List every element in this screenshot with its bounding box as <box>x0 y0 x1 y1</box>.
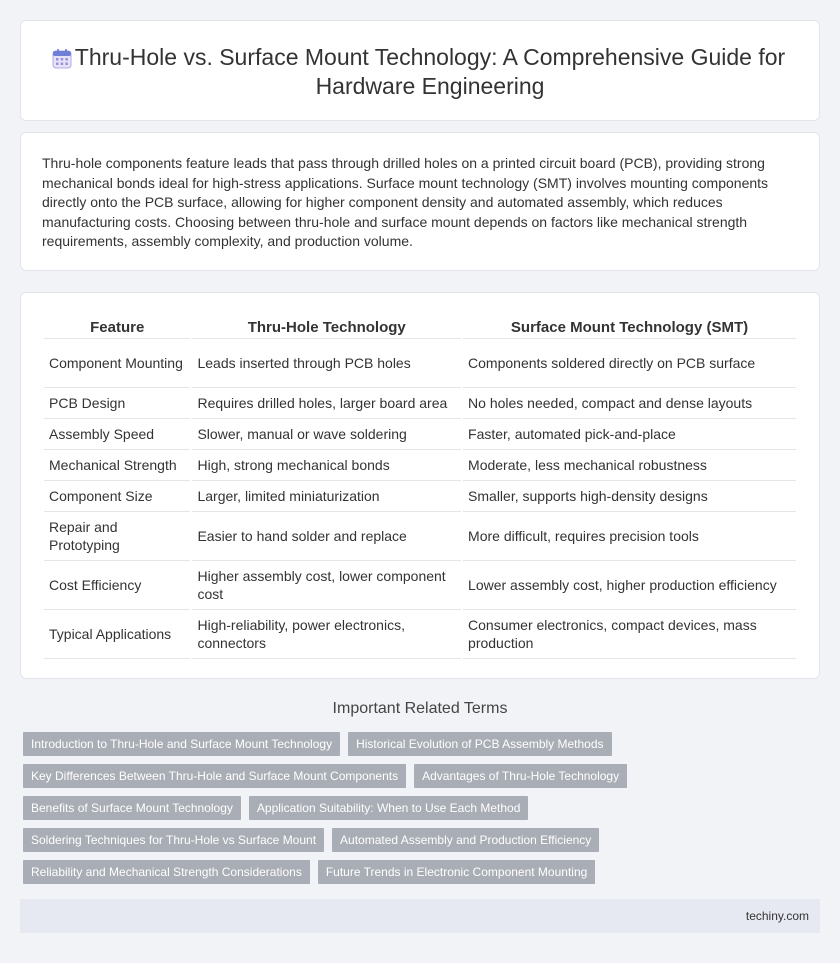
related-term-tag[interactable]: Automated Assembly and Production Efficiency <box>332 828 599 852</box>
smt-cell: More difficult, requires precision tools <box>463 512 796 561</box>
feature-cell: Mechanical Strength <box>44 450 190 481</box>
thru-hole-cell: High, strong mechanical bonds <box>192 450 461 481</box>
smt-cell: No holes needed, compact and dense layouts <box>463 388 796 419</box>
related-term-tag[interactable]: Application Suitability: When to Use Each Method <box>249 796 528 820</box>
thru-hole-cell: Requires drilled holes, larger board area <box>192 388 461 419</box>
smt-cell: Consumer electronics, compact devices, mass production <box>463 610 796 659</box>
feature-cell: Component Mounting <box>44 339 190 388</box>
related-term-tag[interactable]: Advantages of Thru-Hole Technology <box>414 764 627 788</box>
feature-cell: Repair and Prototyping <box>44 512 190 561</box>
comparison-table-card <box>20 292 820 679</box>
feature-cell: Component Size <box>44 481 190 512</box>
thru-hole-cell: Leads inserted through PCB holes <box>192 339 461 388</box>
comparison-table <box>42 313 798 659</box>
table-row <box>44 561 796 610</box>
smt-cell: Smaller, supports high-density designs <box>463 481 796 512</box>
table-row <box>44 419 796 450</box>
feature-cell: PCB Design <box>44 388 190 419</box>
thru-hole-cell: High-reliability, power electronics, connectors <box>192 610 461 659</box>
footer-site-link[interactable]: techiny.com <box>745 909 809 923</box>
related-term-tag[interactable]: Future Trends in Electronic Component Mounting <box>318 860 595 884</box>
footer <box>20 899 820 933</box>
table-row <box>44 339 796 388</box>
table-row <box>44 512 796 561</box>
thru-hole-cell: Slower, manual or wave soldering <box>192 419 461 450</box>
related-term-tag[interactable]: Historical Evolution of PCB Assembly Methods <box>348 732 611 756</box>
intro-card <box>20 132 820 271</box>
related-terms-heading: Important Related Terms <box>332 700 508 717</box>
table-header-row <box>44 313 796 339</box>
table-row <box>44 481 796 512</box>
header-thru-hole: Thru-Hole Technology <box>192 313 461 339</box>
smt-cell: Moderate, less mechanical robustness <box>463 450 796 481</box>
feature-cell: Typical Applications <box>44 610 190 659</box>
related-term-tag[interactable]: Introduction to Thru-Hole and Surface Mount Technology <box>23 732 340 756</box>
thru-hole-cell: Easier to hand solder and replace <box>192 512 461 561</box>
feature-cell: Cost Efficiency <box>44 561 190 610</box>
intro-paragraph: Thru-hole components feature leads that pass through drilled holes on a printed circuit board (PCB), providing strong mechanical bonds ideal for high-stress applications. Surface mount technology (SMT) involves mounting components directly onto the PCB surface, allowing for higher component density and automated assembly, which reduces manufacturing costs. Choosing between thru-hole and surface mount depends on factors like mechanical strength requirements, assembly complexity, and production volume. <box>42 155 769 250</box>
table-row <box>44 388 796 419</box>
page-title: Thru-Hole vs. Surface Mount Technology: A Comprehensive Guide for Hardware Engineering <box>74 44 786 99</box>
smt-cell: Lower assembly cost, higher production efficiency <box>463 561 796 610</box>
related-term-tag[interactable]: Soldering Techniques for Thru-Hole vs Surface Mount <box>23 828 324 852</box>
smt-cell: Faster, automated pick-and-place <box>463 419 796 450</box>
related-term-tag[interactable]: Key Differences Between Thru-Hole and Surface Mount Components <box>23 764 406 788</box>
thru-hole-cell: Larger, limited miniaturization <box>192 481 461 512</box>
table-row <box>44 610 796 659</box>
table-row <box>44 450 796 481</box>
related-terms-list <box>23 732 823 892</box>
thru-hole-cell: Higher assembly cost, lower component cost <box>192 561 461 610</box>
feature-cell: Assembly Speed <box>44 419 190 450</box>
title-card <box>20 20 820 121</box>
header-feature: Feature <box>44 313 190 339</box>
header-smt: Surface Mount Technology (SMT) <box>463 313 796 339</box>
related-term-tag[interactable]: Reliability and Mechanical Strength Considerations <box>23 860 310 884</box>
smt-cell: Components soldered directly on PCB surface <box>463 339 796 388</box>
related-term-tag[interactable]: Benefits of Surface Mount Technology <box>23 796 241 820</box>
